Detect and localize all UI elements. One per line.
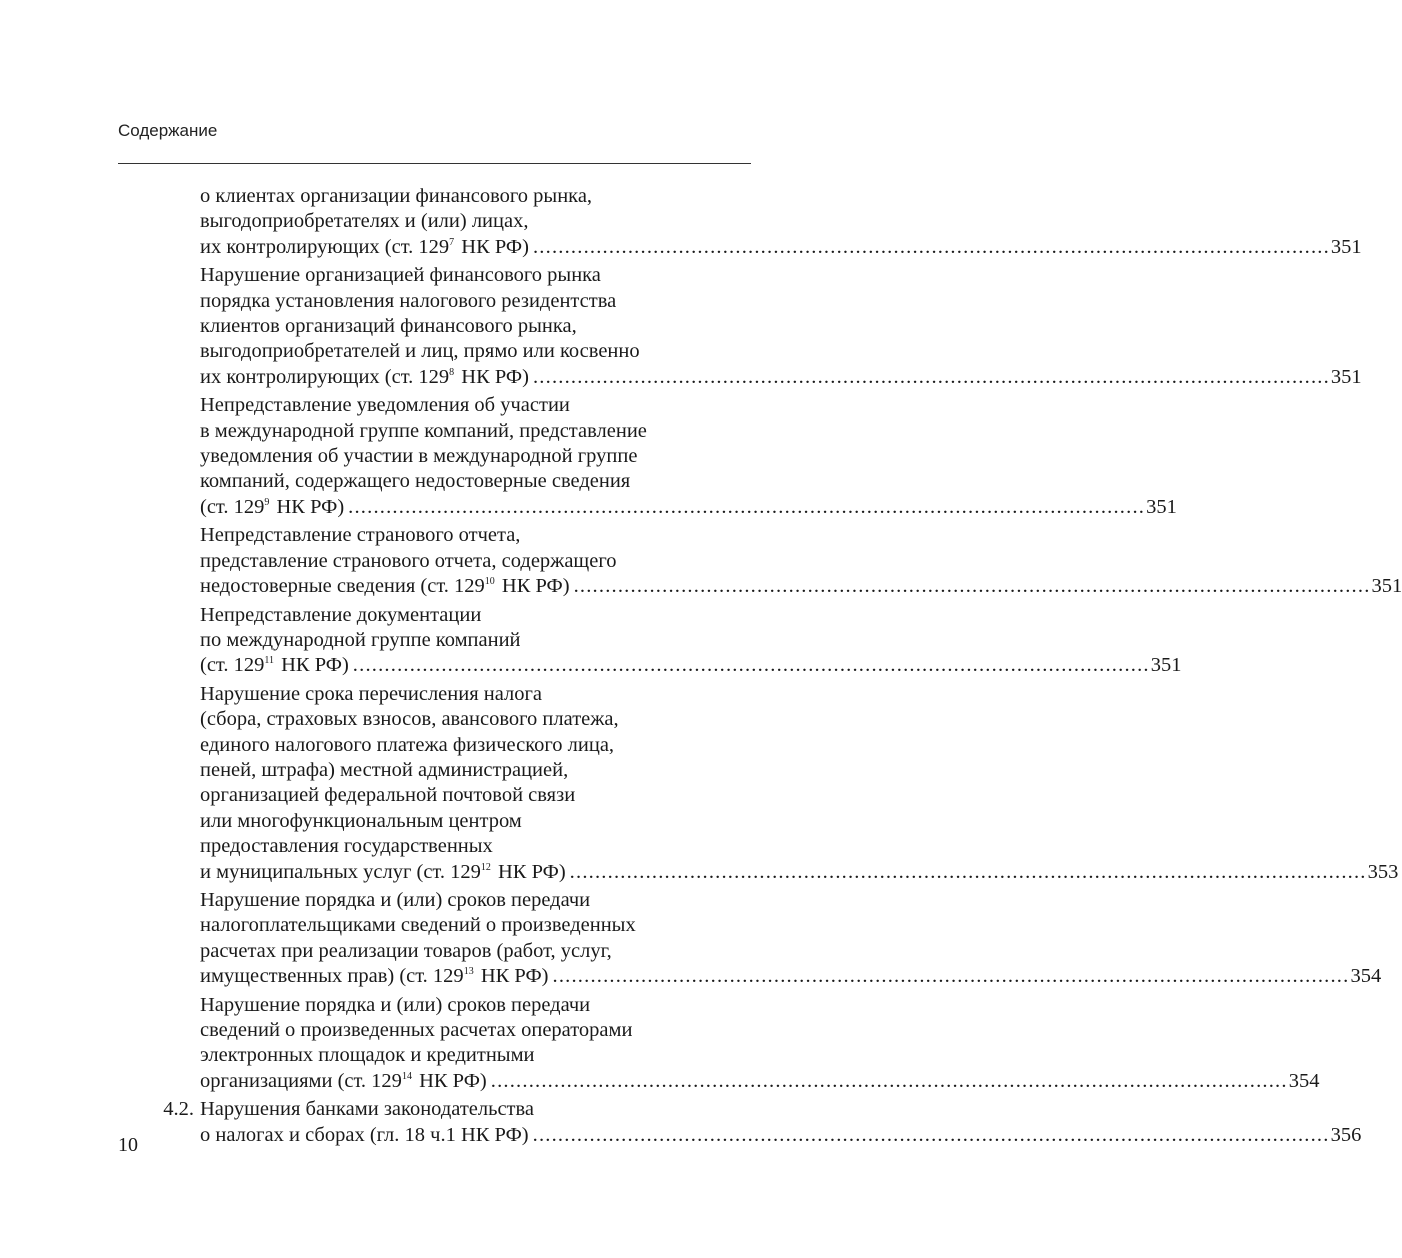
toc-entry[interactable] [120, 603, 1182, 682]
entry-line: порядка установления налогового резидентства [200, 289, 617, 312]
entry-last-text [200, 1069, 487, 1097]
entry-line: единого налогового платежа физического лица, [200, 733, 615, 756]
entry-line: Нарушения банками законодательства [200, 1098, 535, 1121]
entry-title-part: их контролирующих (ст. 129 [200, 235, 450, 258]
entry-line: Нарушение порядка и (или) сроков передачи [200, 888, 591, 911]
entry-line: Непредставление документации [200, 603, 482, 626]
dot-leader: .............................................................................................................................. [532, 1123, 1330, 1146]
entry-title-part: НК РФ) [492, 860, 566, 883]
entry-last-line [200, 860, 1399, 888]
header-rule [118, 163, 751, 164]
entry-title-part: (ст. 129 [200, 654, 265, 677]
entry-title-part: НК РФ) [275, 654, 349, 677]
entry-line: пеней, штрафа) местной администрацией, [200, 758, 569, 781]
entry-line: Нарушение порядка и (или) сроков передачи [200, 993, 591, 1016]
entry-line: выгодоприобретателей и лиц, прямо или косвенно [200, 340, 640, 363]
article-superscript: 7 [449, 236, 455, 248]
entry-text [200, 523, 1402, 602]
entry-line: в международной группе компаний, представление [200, 419, 647, 442]
page-reference: 351 [1150, 654, 1182, 677]
entry-line: Нарушение организацией финансового рынка [200, 264, 601, 287]
entry-last-line [200, 365, 1362, 393]
entry-text [200, 263, 1362, 393]
dot-leader: .............................................................................................................................. [352, 654, 1150, 677]
entry-text [200, 393, 1177, 523]
entry-title-part: о налогах и сборах (гл. 18 ч.1 НК РФ) [200, 1123, 529, 1146]
entry-text [200, 1097, 1362, 1148]
entry-title-part: имущественных прав) (ст. 129 [200, 965, 464, 988]
entry-text [200, 184, 1362, 263]
article-superscript: 8 [449, 366, 455, 378]
article-superscript: 9 [264, 496, 270, 508]
page-reference: 351 [1146, 495, 1177, 518]
entry-last-text [200, 235, 529, 263]
page-reference: 351 [1330, 365, 1362, 388]
entry-last-text [200, 1123, 529, 1148]
section-number: 4.2. [163, 1098, 194, 1121]
toc-entry[interactable] [120, 993, 1320, 1098]
entry-line: по международной группе компаний [200, 628, 521, 651]
entry-line: электронных площадок и кредитными [200, 1044, 535, 1067]
page-reference: 354 [1288, 1069, 1320, 1092]
entry-last-line [200, 235, 1362, 263]
entry-title-part: НК РФ) [496, 575, 570, 598]
entry-title-part: недостоверные сведения (ст. 129 [200, 575, 485, 598]
dot-leader: .............................................................................................................................. [532, 235, 1330, 258]
entry-line: выгодоприобретателях и (или) лицах, [200, 210, 529, 233]
entry-title-part: НК РФ) [413, 1069, 487, 1092]
dot-leader: .............................................................................................................................. [490, 1069, 1288, 1092]
entry-last-line [200, 1069, 1320, 1097]
toc-entry[interactable] [120, 682, 1399, 888]
toc-entry[interactable] [120, 393, 1177, 523]
entry-text [200, 993, 1320, 1098]
entry-title-part: (ст. 129 [200, 495, 265, 518]
entry-line: уведомления об участии в международной группе [200, 445, 638, 468]
entry-line: Нарушение срока перечисления налога [200, 682, 543, 705]
entry-title-part: НК РФ) [456, 365, 529, 388]
dot-leader: .............................................................................................................................. [552, 965, 1350, 988]
dot-leader: .............................................................................................................................. [573, 575, 1371, 598]
entry-line: налогоплательщиками сведений о произведенных [200, 914, 636, 937]
entry-line: Непредставление странового отчета, [200, 524, 521, 547]
toc-entry[interactable] [120, 888, 1382, 993]
entry-line: или многофункциональным центром [200, 809, 522, 832]
entry-last-text [200, 653, 349, 681]
article-superscript: 13 [463, 966, 474, 978]
entry-line: клиентов организаций финансового рынка, [200, 315, 577, 338]
entry-last-text [200, 365, 529, 393]
table-of-contents [120, 184, 1402, 1148]
dot-leader: .............................................................................................................................. [532, 365, 1330, 388]
entry-line: предоставления государственных [200, 835, 493, 858]
entry-title-part: организациями (ст. 129 [200, 1069, 402, 1092]
entry-text [200, 888, 1382, 993]
dot-leader: .............................................................................................................................. [348, 495, 1146, 518]
entry-text [200, 603, 1182, 682]
entry-line: представление странового отчета, содержащего [200, 549, 617, 572]
entry-title-part: НК РФ) [271, 495, 345, 518]
running-head: Содержание [118, 121, 218, 140]
dot-leader: .............................................................................................................................. [569, 860, 1367, 883]
entry-last-line [200, 495, 1177, 523]
entry-line: организацией федеральной почтовой связи [200, 784, 576, 807]
entry-line: компаний, содержащего недостоверные сведения [200, 470, 631, 493]
entry-line: о клиентах организации финансового рынка, [200, 185, 593, 207]
entry-line: Непредставление уведомления об участии [200, 394, 570, 417]
article-superscript: 14 [401, 1070, 412, 1082]
entry-last-text [200, 495, 344, 523]
toc-entry[interactable] [120, 184, 1362, 263]
entry-line: сведений о произведенных расчетах операторами [200, 1019, 633, 1041]
page-reference: 354 [1350, 965, 1382, 988]
entry-text [200, 682, 1399, 888]
entry-title-part: и муниципальных услуг (ст. 129 [200, 860, 481, 883]
entry-line: расчетах при реализации товаров (работ, услуг, [200, 939, 612, 962]
entry-last-text [200, 574, 570, 602]
page-reference: 351 [1371, 575, 1402, 598]
page-reference: 356 [1330, 1123, 1362, 1146]
entry-title-part: их контролирующих (ст. 129 [200, 365, 450, 388]
toc-entry[interactable] [120, 523, 1402, 602]
entry-line: (сбора, страховых взносов, авансового платежа, [200, 708, 619, 731]
entry-last-text [200, 860, 566, 888]
entry-title-part: НК РФ) [475, 965, 549, 988]
toc-entry[interactable] [120, 1097, 1362, 1148]
article-superscript: 12 [480, 861, 491, 873]
entry-last-text [200, 964, 549, 992]
entry-last-line [200, 574, 1402, 602]
entry-last-line [200, 1123, 1362, 1148]
page-reference: 351 [1330, 235, 1362, 258]
toc-entry[interactable] [120, 263, 1362, 393]
article-superscript: 10 [484, 576, 495, 588]
page-number: 10 [118, 1134, 138, 1156]
entry-last-line [200, 964, 1382, 992]
entry-title-part: НК РФ) [456, 235, 529, 258]
page-reference: 353 [1367, 860, 1399, 883]
article-superscript: 11 [264, 655, 274, 667]
entry-last-line [200, 653, 1182, 681]
